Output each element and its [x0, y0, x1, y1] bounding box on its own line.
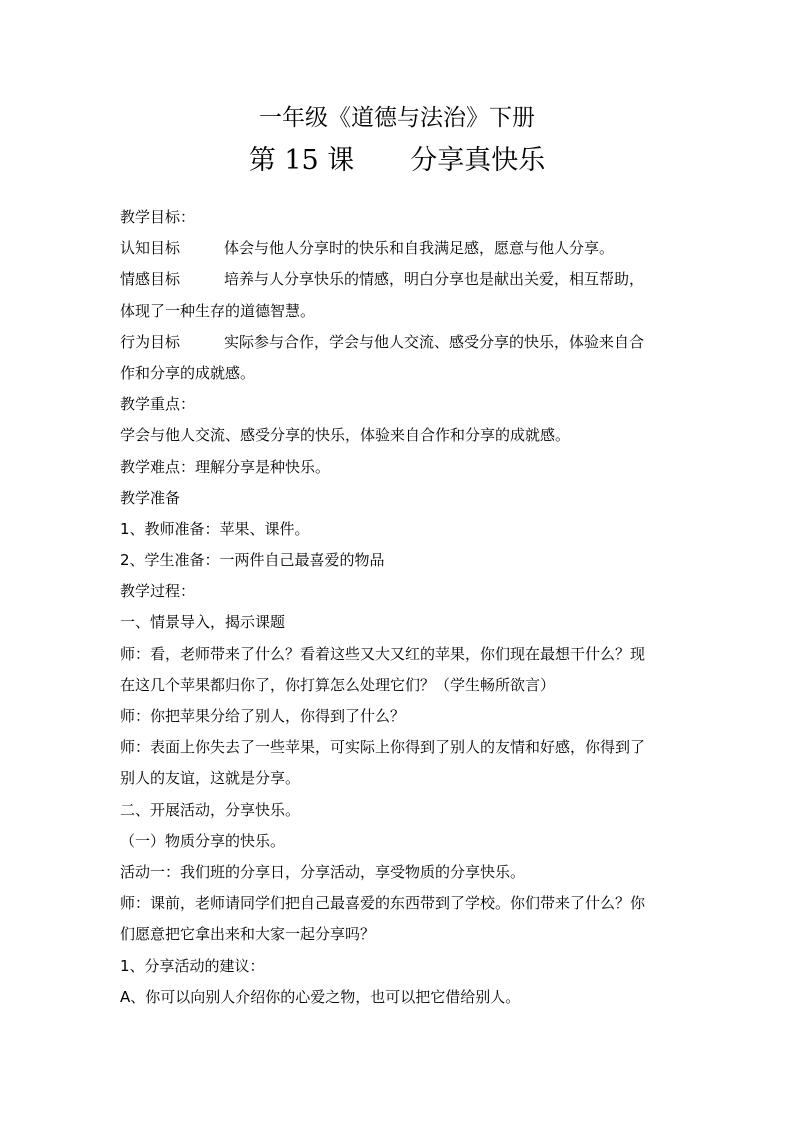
line-text: 2、学生准备：一两件自己最喜爱的物品 [120, 551, 385, 570]
body-line [120, 763, 680, 794]
line-text: 师：你把苹果分给了别人，你得到了什么？ [120, 707, 406, 725]
line-text: 体会与他人分享时的快乐和自我满足感，愿意与他人分享。 [224, 239, 615, 258]
document-body [120, 202, 680, 1013]
body-line [120, 233, 680, 264]
body-line [120, 888, 680, 919]
body-line [120, 951, 680, 982]
line-text: 实际参与合作，学会与他人交流、感受分享的快乐，体验来自合 [224, 332, 645, 351]
body-line [120, 420, 680, 451]
body-line [120, 358, 680, 389]
body-line [120, 296, 680, 327]
line-text: A、你可以向别人介绍你的心爱之物，也可以把它借给别人。 [120, 987, 521, 1006]
line-text: （一）物质分享的快乐。 [120, 831, 286, 850]
line-text: 教学准备 [120, 488, 181, 507]
line-text: 二、开展活动，分享快乐。 [120, 800, 301, 819]
line-label: 情感目标 [120, 270, 181, 289]
body-line [120, 202, 680, 233]
lesson-title: 分享真快乐 [410, 145, 546, 176]
line-text: 活动一：我们班的分享日，分享活动，享受物质的分享快乐。 [120, 862, 526, 881]
body-line [120, 607, 680, 638]
body-line [120, 795, 680, 826]
line-text: 教学过程： [120, 582, 196, 601]
line-text: 们愿意把它拿出来和大家一起分享吗？ [120, 925, 376, 944]
line-text: 学会与他人交流、感受分享的快乐，体验来自合作和分享的成就感。 [120, 426, 571, 445]
body-line [120, 701, 680, 732]
line-text: 师：表面上你失去了一些苹果，可实际上你得到了别人的友情和好感，你得到了 [120, 738, 646, 757]
body-line [120, 264, 680, 295]
line-text: 师：看，老师带来了什么？看着这些又大又红的苹果，你们现在最想干什么？现 [120, 644, 646, 663]
line-text: 作和分享的成就感。 [120, 363, 256, 382]
body-line [120, 483, 680, 514]
lesson-heading [0, 142, 794, 180]
line-text: 教学难点：理解分享是种快乐。 [120, 457, 331, 476]
line-label: 认知目标 [120, 239, 181, 258]
line-text: 1、教师准备：苹果、课件。 [120, 519, 310, 538]
body-line [120, 327, 680, 358]
line-text: 在这几个苹果都归你了，你打算怎么处理它们？（学生畅所欲言） [120, 675, 556, 694]
line-text: 一、情景导入，揭示课题 [120, 613, 286, 632]
body-line [120, 919, 680, 950]
body-line [120, 732, 680, 763]
body-line [120, 452, 680, 483]
body-line [120, 389, 680, 420]
line-text: 别人的友谊，这就是分享。 [120, 769, 301, 788]
body-line [120, 857, 680, 888]
document-title: 一年级《道德与法治》下册 [259, 105, 535, 131]
body-line [120, 670, 680, 701]
body-line [120, 639, 680, 670]
line-label: 行为目标 [120, 332, 181, 351]
body-line [120, 826, 680, 857]
line-text: 1、分享活动的建议： [120, 956, 265, 975]
lesson-number: 第 15 课 [248, 145, 355, 176]
body-line [120, 514, 680, 545]
body-line [120, 982, 680, 1013]
body-line [120, 576, 680, 607]
line-text: 教学重点： [120, 395, 196, 414]
line-text: 教学目标： [120, 208, 196, 226]
line-text: 培养与人分享快乐的情感，明白分享也是献出关爱，相互帮助， [224, 270, 645, 289]
line-text: 体现了一种生存的道德智慧。 [120, 301, 316, 320]
line-text: 师：课前，老师请同学们把自己最喜爱的东西带到了学校。你们带来了什么？你 [120, 894, 646, 913]
body-line [120, 545, 680, 576]
